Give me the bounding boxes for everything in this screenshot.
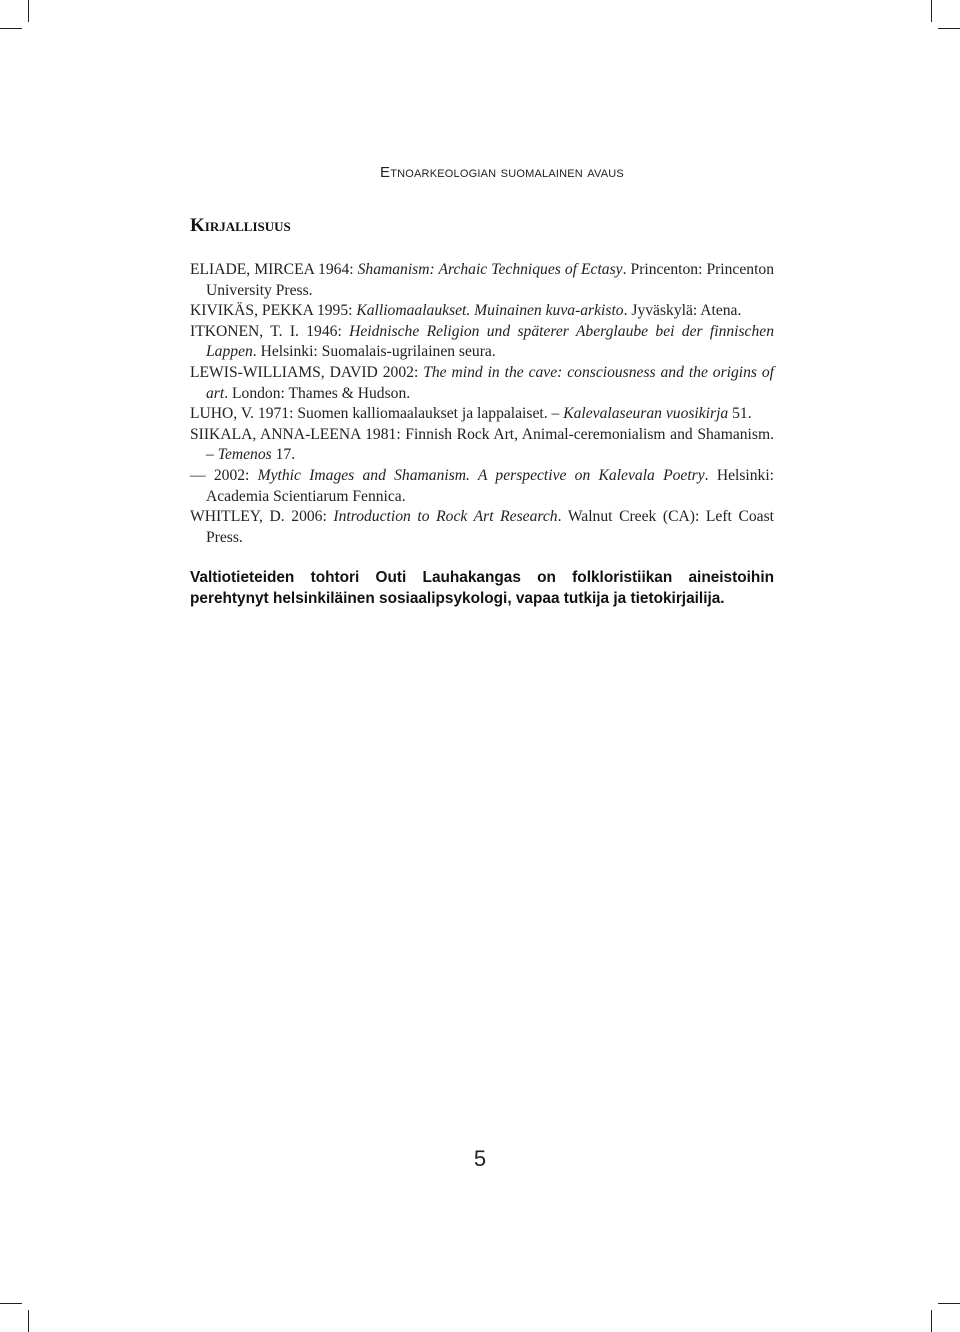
ref-author: — [190,466,206,484]
ref-volume: 17. [271,446,296,464]
ref-year: 2002 [382,363,414,381]
reference-item: ELIADE, MIRCEA 1964: Shamanism: Archaic Techniques of Ectasy. Princenton: Princenton University Press. [190,261,774,299]
crop-mark [28,0,29,22]
author-bio: Valtiotieteiden tohtori Outi Lauhakangas on folkloristiikan aineistoihin perehtynyt helsinkiläinen sosiaalipsykologi, vapaa tutkija ja tietokirjailija. [190,569,774,607]
ref-publisher: . Helsinki: Academia Scientiarum Fennica. [206,466,774,505]
crop-mark [0,1303,22,1304]
ref-year: 1995 [316,302,349,320]
reference-item: LEWIS-WILLIAMS, DAVID 2002: The mind in the cave: consciousness and the origins of art. London: Thames & Hudson. [190,363,775,402]
page-number: 5 [473,1146,487,1171]
ref-author: SIIKALA, ANNA-LEENA [190,425,361,443]
ref-publisher: . Princenton: Princenton University Press. [206,261,774,299]
ref-year: 2002 [213,466,246,484]
ref-author: LUHO, V. [190,405,254,423]
ref-author: ITKONEN, T. I. [190,322,299,340]
ref-title: Heidnische Religion und späterer Aberglaube bei der finnischen Lappen [206,322,774,361]
ref-author: LEWIS-WILLIAMS, DAVID [190,363,378,381]
crop-mark [938,28,960,29]
ref-year: 1946 [306,322,338,340]
ref-title: Temenos [217,446,272,464]
reference-item: SIIKALA, ANNA-LEENA 1981: Finnish Rock Art, Animal-ceremonialism and Shamanism. – Temenos 17. [190,425,774,464]
ref-title: Kalevalaseuran vuosikirja [563,405,729,423]
reference-item: ITKONEN, T. I. 1946: Heidnische Religion und späterer Aberglaube bei der finnischen Lappen. Helsinki: Suomalais-ugrilainen seura. [190,322,774,361]
ref-publisher: . Walnut Creek (CA): Left Coast Press. [206,508,774,546]
ref-title: Shamanism: Archaic Techniques of Ectasy [357,261,623,278]
ref-volume: 51. [728,405,752,423]
crop-mark [938,1303,960,1304]
ref-publisher: . London: Thames & Hudson. [224,384,411,402]
ref-title: The mind in the cave: consciousness and the origins of art [206,363,775,402]
ref-publisher: . Jyväskylä: Atena. [623,302,742,320]
crop-mark [931,1310,932,1332]
section-heading: Kirjallisuus [190,215,291,236]
ref-year: 1964 [318,261,350,278]
ref-title: Mythic Images and Shamanism. A perspective on Kalevala Poetry [257,466,705,484]
crop-mark [0,28,22,29]
ref-year: 1971 [257,405,290,423]
running-head: Etnoarkeologian suomalainen avaus [380,164,624,181]
reference-item: — 2002: Mythic Images and Shamanism. A perspective on Kalevala Poetry. Helsinki: Academia Scientiarum Fennica. [190,466,774,505]
ref-article-title: Suomen kalliomaalaukset ja lappalaiset. – [297,405,564,423]
reference-item: WHITLEY, D. 2006: Introduction to Rock Art Research. Walnut Creek (CA): Left Coast Press. [190,508,774,546]
ref-year: 2006 [291,508,323,526]
ref-author: WHITLEY, D. [190,508,285,526]
reference-item: KIVIKÄS, PEKKA 1995: Kalliomaalaukset. Muinainen kuva-arkisto. Jyväskylä: Atena. [190,302,742,320]
crop-mark [28,1310,29,1332]
ref-article-title: Finnish Rock Art, Animal-ceremonialism and Shamanism. – [206,425,774,464]
crop-mark [931,0,932,22]
ref-publisher: . Helsinki: Suomalais-ugrilainen seura. [252,343,496,361]
ref-year: 1981 [365,425,397,443]
ref-title: Kalliomaalaukset. Muinainen kuva-arkisto [356,302,624,320]
ref-title: Introduction to Rock Art Research [333,508,558,526]
ref-author: ELIADE, MIRCEA [190,261,315,278]
reference-item: LUHO, V. 1971: Suomen kalliomaalaukset ja lappalaiset. – Kalevalaseuran vuosikirja 51. [190,405,752,423]
reference-list [190,260,774,548]
ref-author: KIVIKÄS, PEKKA [190,302,314,320]
